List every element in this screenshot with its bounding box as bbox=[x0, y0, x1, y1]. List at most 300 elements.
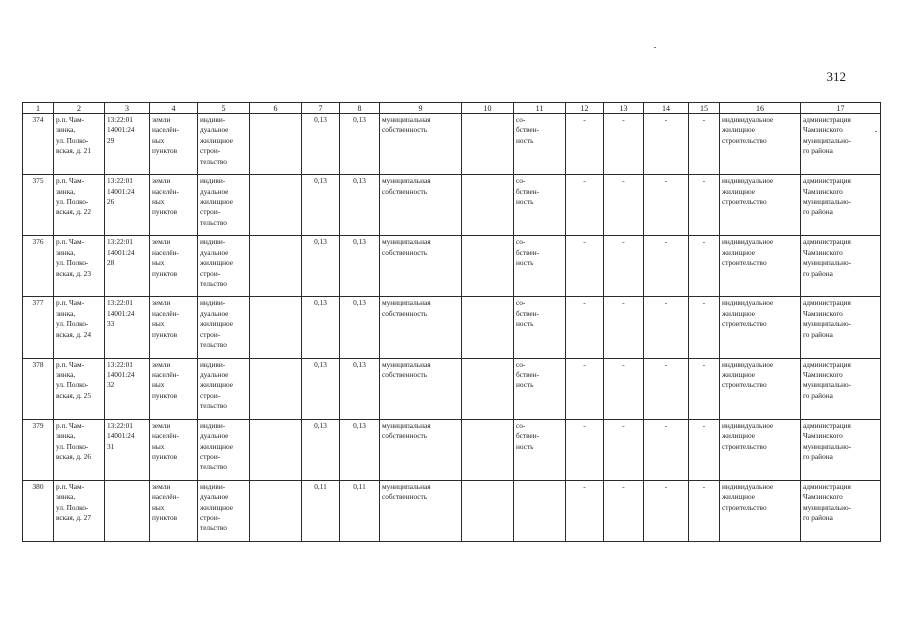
cell-text-line: 14001:24 bbox=[107, 308, 135, 318]
address-cell bbox=[54, 358, 105, 419]
cell-text-line: собственность bbox=[382, 492, 428, 502]
cell-text-line: строительство bbox=[722, 441, 767, 451]
cell-text-line: администрация bbox=[803, 420, 851, 430]
cell-text-line: земли bbox=[152, 481, 171, 491]
table-row bbox=[23, 114, 881, 175]
cell-text-line: бствен- bbox=[516, 308, 540, 318]
cell-text-line: муниципальная bbox=[382, 420, 431, 430]
dash-cell: - bbox=[689, 297, 720, 358]
area-cell: 0,13 bbox=[302, 175, 340, 236]
cell-text-line: индиви- bbox=[200, 359, 226, 369]
cell-text-line: Чамзинского bbox=[803, 308, 843, 318]
cell-text-line: муниципальная bbox=[382, 359, 431, 369]
column-header: 3 bbox=[105, 103, 150, 114]
empty-cell bbox=[250, 236, 302, 297]
cell-text-line: бствен- bbox=[516, 431, 540, 441]
cell-text-line: 13:22:01 bbox=[107, 176, 133, 186]
cell-text-line: строи- bbox=[200, 268, 221, 278]
dash-cell: - bbox=[644, 236, 689, 297]
cell-text-line: пунктов bbox=[152, 146, 178, 156]
permitted-use-cell bbox=[198, 297, 250, 358]
cell-text-line: 13:22:01 bbox=[107, 298, 133, 308]
cell-text-line: Чамзинского bbox=[803, 186, 843, 196]
cell-text-line: вская, д. 25 bbox=[56, 390, 91, 400]
cell-text-line: ул. Полко- bbox=[56, 380, 89, 390]
dash-cell: - bbox=[566, 358, 604, 419]
record-number: 375 bbox=[23, 175, 54, 236]
rights-holder-cell bbox=[801, 297, 881, 358]
cell-text-line: ных bbox=[152, 502, 165, 512]
cell-text-line: пунктов bbox=[152, 513, 178, 523]
cell-text-line: земли bbox=[152, 298, 171, 308]
cell-text-line: строи- bbox=[200, 451, 221, 461]
ownership-cell bbox=[380, 358, 462, 419]
cell-text-line: дуальное bbox=[200, 125, 229, 135]
cell-text-line: тельство bbox=[200, 523, 227, 533]
cell-text-line: индиви- bbox=[200, 176, 226, 186]
cell-text-line: муниципальная bbox=[382, 115, 431, 124]
cell-text-line: собственность bbox=[382, 308, 428, 318]
dash-cell: - bbox=[689, 175, 720, 236]
cell-text-line: собственность bbox=[382, 431, 428, 441]
cell-text-line: муниципально- bbox=[803, 441, 852, 451]
cell-text-line: со- bbox=[516, 115, 526, 124]
dash-cell: - bbox=[566, 419, 604, 480]
cadastral-number-cell bbox=[105, 114, 150, 175]
purpose-cell bbox=[720, 419, 801, 480]
cell-text-line: Чамзинского bbox=[803, 125, 843, 135]
rights-holder-cell bbox=[801, 358, 881, 419]
column-header: 9 bbox=[380, 103, 462, 114]
cell-text-line: муниципальная bbox=[382, 298, 431, 308]
cell-text-line: р.п. Чам- bbox=[56, 115, 85, 124]
table-body bbox=[23, 114, 881, 542]
cell-text-line: дуальное bbox=[200, 369, 229, 379]
cell-text-line: вская, д. 27 bbox=[56, 513, 91, 523]
cell-text-line: 13:22:01 bbox=[107, 115, 133, 124]
cell-text-line: жилищное bbox=[200, 380, 233, 390]
cell-text-line: жилищное bbox=[722, 186, 755, 196]
record-number: 380 bbox=[23, 480, 54, 541]
right-type-cell bbox=[514, 175, 566, 236]
cell-text-line: зинка, bbox=[56, 431, 76, 441]
column-header: 7 bbox=[302, 103, 340, 114]
cell-text-line: администрация bbox=[803, 359, 851, 369]
cell-text-line: муниципальная bbox=[382, 237, 431, 247]
cell-text-line: 33 bbox=[107, 319, 115, 329]
cell-text-line: жилищное bbox=[200, 196, 233, 206]
cadastral-number-cell bbox=[105, 419, 150, 480]
cell-text-line: пунктов bbox=[152, 451, 178, 461]
dash-cell: - bbox=[689, 236, 720, 297]
cell-text-line: жилищное bbox=[200, 135, 233, 145]
cell-text-line: р.п. Чам- bbox=[56, 359, 85, 369]
cell-text-line: Чамзинского bbox=[803, 492, 843, 502]
right-type-cell bbox=[514, 297, 566, 358]
cell-text-line: индиви- bbox=[200, 420, 226, 430]
cell-text-line: 14001:24 bbox=[107, 431, 135, 441]
permitted-use-cell bbox=[198, 236, 250, 297]
cell-text-line: бствен- bbox=[516, 125, 540, 135]
dash-cell: - bbox=[604, 297, 644, 358]
cell-text-line: строи- bbox=[200, 513, 221, 523]
land-category-cell bbox=[150, 297, 198, 358]
cell-text-line: строительство bbox=[722, 319, 767, 329]
cell-text-line: вская, д. 24 bbox=[56, 329, 91, 339]
empty-cell bbox=[250, 480, 302, 541]
purpose-cell bbox=[720, 480, 801, 541]
empty-cell bbox=[250, 297, 302, 358]
cell-text-line: ность bbox=[516, 441, 534, 451]
cell-text-line: строи- bbox=[200, 329, 221, 339]
cell-text-line: жилищное bbox=[200, 441, 233, 451]
column-number-header bbox=[23, 103, 881, 114]
ownership-cell bbox=[380, 419, 462, 480]
cell-text-line: р.п. Чам- bbox=[56, 420, 85, 430]
cell-text-line: со- bbox=[516, 298, 526, 308]
cell-text-line: го района bbox=[803, 513, 833, 523]
ownership-cell bbox=[380, 175, 462, 236]
cell-text-line: ул. Полко- bbox=[56, 502, 89, 512]
cell-text-line: администрация bbox=[803, 176, 851, 186]
cell-text-line: индивидуальное bbox=[722, 298, 774, 308]
cell-text-line: земли bbox=[152, 420, 171, 430]
column-header: 15 bbox=[689, 103, 720, 114]
dash-cell: - bbox=[689, 358, 720, 419]
dash-cell: - bbox=[566, 480, 604, 541]
cell-text-line: жилищное bbox=[722, 308, 755, 318]
address-cell bbox=[54, 175, 105, 236]
cell-text-line: го района bbox=[803, 268, 833, 278]
cell-text-line: индивидуальное bbox=[722, 359, 774, 369]
empty-cell bbox=[462, 236, 514, 297]
cell-text-line: зинка, bbox=[56, 186, 76, 196]
dash-cell: - bbox=[644, 114, 689, 175]
cell-text-line: пунктов bbox=[152, 268, 178, 278]
column-header: 14 bbox=[644, 103, 689, 114]
cell-text-line: собственность bbox=[382, 125, 428, 135]
cell-text-line: дуальное bbox=[200, 247, 229, 257]
cell-text-line: ул. Полко- bbox=[56, 135, 89, 145]
cell-text-line: индивидуальное bbox=[722, 420, 774, 430]
table-row bbox=[23, 419, 881, 480]
cell-text-line: ных bbox=[152, 258, 165, 268]
land-category-cell bbox=[150, 114, 198, 175]
cell-text-line: бствен- bbox=[516, 247, 540, 257]
cell-text-line: муниципальная bbox=[382, 176, 431, 186]
cell-text-line: строи- bbox=[200, 390, 221, 400]
cell-text-line: индивидуальное bbox=[722, 115, 774, 124]
cell-text-line: со- bbox=[516, 359, 526, 369]
cell-text-line: 14001:24 bbox=[107, 125, 135, 135]
cadastral-number-cell bbox=[105, 175, 150, 236]
cell-text-line: индиви- bbox=[200, 298, 226, 308]
cell-text-line: тельство bbox=[200, 278, 227, 288]
empty-cell bbox=[462, 114, 514, 175]
cell-text-line: го района bbox=[803, 329, 833, 339]
table-row bbox=[23, 297, 881, 358]
address-cell bbox=[54, 297, 105, 358]
cell-text-line: индивидуальное bbox=[722, 237, 774, 247]
area-cell: 0,13 bbox=[302, 297, 340, 358]
cell-text-line: 31 bbox=[107, 441, 115, 451]
cell-text-line: муниципально- bbox=[803, 196, 852, 206]
dash-cell: - bbox=[689, 480, 720, 541]
cell-text-line: индивидуальное bbox=[722, 481, 774, 491]
cell-text-line: р.п. Чам- bbox=[56, 237, 85, 247]
cadastral-number-cell bbox=[105, 297, 150, 358]
cell-text-line: тельство bbox=[200, 156, 227, 166]
dash-cell: - bbox=[604, 114, 644, 175]
dash-cell: - bbox=[604, 419, 644, 480]
empty-cell bbox=[250, 358, 302, 419]
dash-cell: - bbox=[644, 358, 689, 419]
cell-text-line: населён- bbox=[152, 308, 179, 318]
cell-text-line: тельство bbox=[200, 462, 227, 472]
area-cell: 0,13 bbox=[340, 175, 380, 236]
column-header: 6 bbox=[250, 103, 302, 114]
cell-text-line: 14001:24 bbox=[107, 247, 135, 257]
cell-text-line: населён- bbox=[152, 369, 179, 379]
cell-text-line: жилищное bbox=[722, 125, 755, 135]
permitted-use-cell bbox=[198, 358, 250, 419]
cell-text-line: 32 bbox=[107, 380, 115, 390]
cell-text-line: строительство bbox=[722, 196, 767, 206]
land-register-table bbox=[22, 102, 881, 542]
record-number: 376 bbox=[23, 236, 54, 297]
cell-text-line: строительство bbox=[722, 502, 767, 512]
cell-text-line: ность bbox=[516, 319, 534, 329]
cell-text-line: Чамзинского bbox=[803, 431, 843, 441]
address-cell bbox=[54, 114, 105, 175]
area-cell: 0,13 bbox=[302, 236, 340, 297]
cell-text-line: вская, д. 21 bbox=[56, 146, 91, 156]
cell-text-line: вская, д. 23 bbox=[56, 268, 91, 278]
cell-text-line: Чамзинского bbox=[803, 369, 843, 379]
cell-text-line: жилищное bbox=[200, 502, 233, 512]
cell-text-line: земли bbox=[152, 359, 171, 369]
cell-text-line: земли bbox=[152, 115, 171, 124]
cell-text-line: дуальное bbox=[200, 308, 229, 318]
cell-text-line: индивидуальное bbox=[722, 176, 774, 186]
cadastral-number-cell bbox=[105, 236, 150, 297]
cell-text-line: собственность bbox=[382, 247, 428, 257]
dash-cell: - bbox=[604, 175, 644, 236]
cell-text-line: муниципальная bbox=[382, 481, 431, 491]
dash-cell: - bbox=[604, 480, 644, 541]
cell-text-line: жилищное bbox=[722, 247, 755, 257]
cell-text-line: индиви- bbox=[200, 237, 226, 247]
cell-text-line: бствен- bbox=[516, 369, 540, 379]
cell-text-line: строительство bbox=[722, 135, 767, 145]
record-number: 377 bbox=[23, 297, 54, 358]
rights-holder-cell bbox=[801, 419, 881, 480]
area-cell: 0,13 bbox=[340, 297, 380, 358]
land-category-cell bbox=[150, 236, 198, 297]
table-row bbox=[23, 175, 881, 236]
empty-cell bbox=[462, 480, 514, 541]
cell-text-line: 28 bbox=[107, 258, 115, 268]
purpose-cell bbox=[720, 297, 801, 358]
cell-text-line: населён- bbox=[152, 125, 179, 135]
permitted-use-cell bbox=[198, 175, 250, 236]
cell-text-line: строительство bbox=[722, 258, 767, 268]
permitted-use-cell bbox=[198, 114, 250, 175]
cell-text-line: ных bbox=[152, 441, 165, 451]
cell-text-line: земли bbox=[152, 176, 171, 186]
ownership-cell bbox=[380, 114, 462, 175]
table-row bbox=[23, 480, 881, 541]
cell-text-line: ул. Полко- bbox=[56, 441, 89, 451]
cell-text-line: зинка, bbox=[56, 125, 76, 135]
record-number: 378 bbox=[23, 358, 54, 419]
cell-text-line: дуальное bbox=[200, 186, 229, 196]
purpose-cell bbox=[720, 175, 801, 236]
cell-text-line: вская, д. 26 bbox=[56, 451, 91, 461]
column-header: 2 bbox=[54, 103, 105, 114]
cell-text-line: бствен- bbox=[516, 186, 540, 196]
cell-text-line: ность bbox=[516, 258, 534, 268]
right-type-cell bbox=[514, 419, 566, 480]
address-cell bbox=[54, 480, 105, 541]
column-header: 5 bbox=[198, 103, 250, 114]
area-cell: 0,11 bbox=[340, 480, 380, 541]
cell-text-line: муниципально- bbox=[803, 135, 852, 145]
area-cell: 0,13 bbox=[340, 236, 380, 297]
cell-text-line: ных bbox=[152, 319, 165, 329]
cell-text-line: ность bbox=[516, 380, 534, 390]
cell-text-line: зинка, bbox=[56, 492, 76, 502]
cell-text-line: муниципально- bbox=[803, 258, 852, 268]
dash-cell: - bbox=[604, 358, 644, 419]
cell-text-line: го района bbox=[803, 207, 833, 217]
cell-text-line: населён- bbox=[152, 492, 179, 502]
dash-cell: - bbox=[644, 297, 689, 358]
page-number: 312 bbox=[826, 69, 846, 84]
scan-speck bbox=[654, 47, 656, 48]
cell-text-line: со- bbox=[516, 420, 526, 430]
cell-text-line: жилищное bbox=[722, 369, 755, 379]
cell-text-line: р.п. Чам- bbox=[56, 176, 85, 186]
area-cell: 0,13 bbox=[302, 358, 340, 419]
address-cell bbox=[54, 236, 105, 297]
cell-text-line: администрация bbox=[803, 481, 851, 491]
empty-cell bbox=[250, 419, 302, 480]
table-row bbox=[23, 358, 881, 419]
cell-text-line: ность bbox=[516, 135, 534, 145]
land-category-cell bbox=[150, 480, 198, 541]
column-header: 12 bbox=[566, 103, 604, 114]
cell-text-line: жилищное bbox=[200, 319, 233, 329]
cell-text-line: строительство bbox=[722, 380, 767, 390]
column-header: 13 bbox=[604, 103, 644, 114]
cell-text-line: р.п. Чам- bbox=[56, 481, 85, 491]
permitted-use-cell bbox=[198, 480, 250, 541]
land-category-cell bbox=[150, 358, 198, 419]
rights-holder-cell bbox=[801, 236, 881, 297]
area-cell: 0,13 bbox=[340, 419, 380, 480]
permitted-use-cell bbox=[198, 419, 250, 480]
rights-holder-cell bbox=[801, 175, 881, 236]
cell-text-line: тельство bbox=[200, 401, 227, 411]
cell-text-line: со- bbox=[516, 176, 526, 186]
cell-text-line: ных bbox=[152, 135, 165, 145]
cell-text-line: со- bbox=[516, 237, 526, 247]
address-cell bbox=[54, 419, 105, 480]
cell-text-line: 26 bbox=[107, 196, 115, 206]
right-type-cell bbox=[514, 358, 566, 419]
empty-cell bbox=[250, 114, 302, 175]
column-header: 1 bbox=[23, 103, 54, 114]
dash-cell: - bbox=[566, 297, 604, 358]
cell-text-line: ул. Полко- bbox=[56, 319, 89, 329]
cell-text-line: зинка, bbox=[56, 247, 76, 257]
column-header: 10 bbox=[462, 103, 514, 114]
cell-text-line: населён- bbox=[152, 431, 179, 441]
cell-text-line: собственность bbox=[382, 369, 428, 379]
cell-text-line: пунктов bbox=[152, 329, 178, 339]
area-cell: 0,13 bbox=[340, 114, 380, 175]
cell-text-line: строи- bbox=[200, 207, 221, 217]
dash-cell: - bbox=[689, 419, 720, 480]
cell-text-line: жилищное bbox=[722, 492, 755, 502]
rights-holder-cell bbox=[801, 114, 881, 175]
column-header: 17 bbox=[801, 103, 881, 114]
cell-text-line: населён- bbox=[152, 186, 179, 196]
cadastral-number-cell bbox=[105, 358, 150, 419]
empty-cell bbox=[462, 297, 514, 358]
dash-cell: - bbox=[566, 175, 604, 236]
cell-text-line: ул. Полко- bbox=[56, 196, 89, 206]
rights-holder-cell bbox=[801, 480, 881, 541]
cell-text-line: ных bbox=[152, 196, 165, 206]
cell-text-line: дуальное bbox=[200, 492, 229, 502]
cell-text-line: администрация bbox=[803, 298, 851, 308]
cell-text-line: пунктов bbox=[152, 207, 178, 217]
cell-text-line: ность bbox=[516, 196, 534, 206]
dash-cell: - bbox=[604, 236, 644, 297]
purpose-cell bbox=[720, 114, 801, 175]
cell-text-line: дуальное bbox=[200, 431, 229, 441]
dash-cell: - bbox=[566, 114, 604, 175]
dash-cell: - bbox=[644, 175, 689, 236]
cadastral-number-cell bbox=[105, 480, 150, 541]
cell-text-line: тельство bbox=[200, 340, 227, 350]
cell-text-line: зинка, bbox=[56, 369, 76, 379]
area-cell: 0,13 bbox=[340, 358, 380, 419]
dash-cell: - bbox=[689, 114, 720, 175]
cell-text-line: 13:22:01 bbox=[107, 359, 133, 369]
cell-text-line: го района bbox=[803, 451, 833, 461]
dash-cell: - bbox=[644, 480, 689, 541]
cell-text-line: 14001:24 bbox=[107, 186, 135, 196]
empty-cell bbox=[462, 419, 514, 480]
ownership-cell bbox=[380, 480, 462, 541]
dash-cell: - bbox=[644, 419, 689, 480]
cell-text-line: жилищное bbox=[200, 258, 233, 268]
cell-text-line: индиви- bbox=[200, 115, 226, 124]
ownership-cell bbox=[380, 297, 462, 358]
cell-text-line: ных bbox=[152, 380, 165, 390]
cell-text-line: муниципально- bbox=[803, 502, 852, 512]
column-header: 8 bbox=[340, 103, 380, 114]
right-type-cell bbox=[514, 236, 566, 297]
purpose-cell bbox=[720, 358, 801, 419]
cell-text-line: р.п. Чам- bbox=[56, 298, 85, 308]
cell-text-line: муниципально- bbox=[803, 319, 852, 329]
cell-text-line: земли bbox=[152, 237, 171, 247]
right-type-cell bbox=[514, 480, 566, 541]
